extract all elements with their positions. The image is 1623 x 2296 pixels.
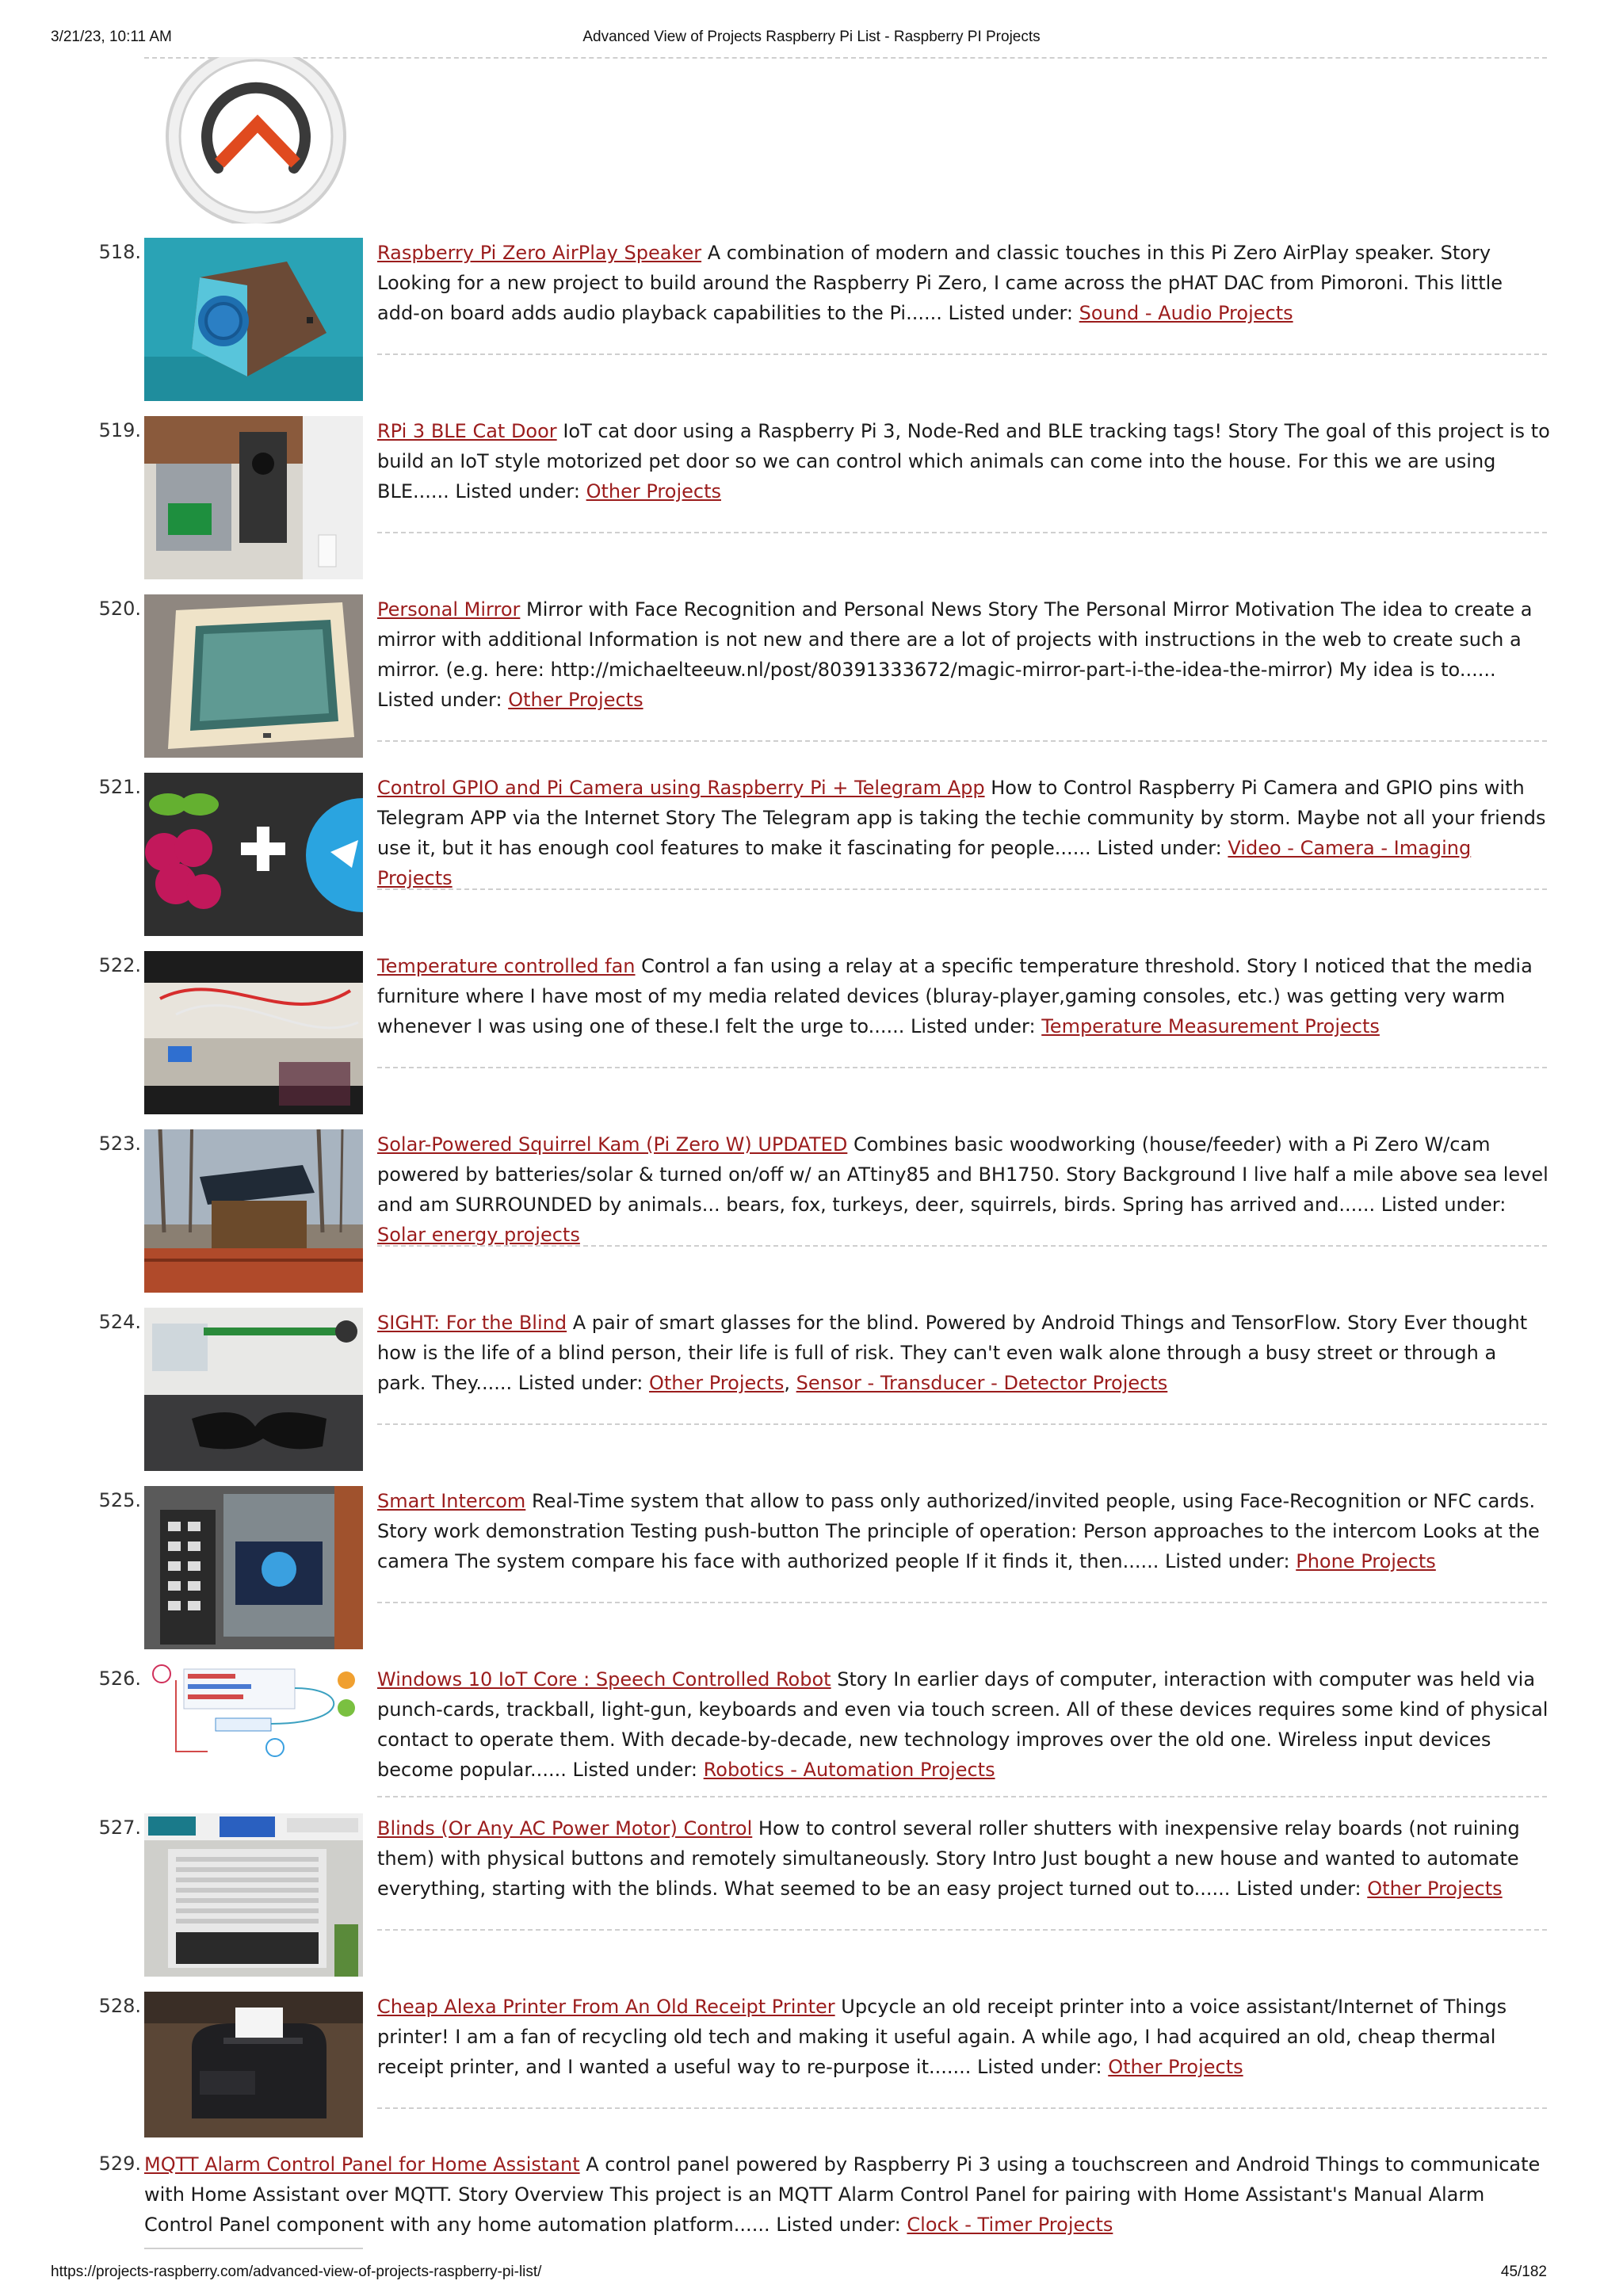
project-description: IoT cat door using a Raspberry Pi 3, Node-Red and BLE tracking tags! Story The goal of this project is to build an IoT style motorized pet door so we can control which animals can come into the house. For this we are using BLE...... (377, 420, 1550, 502)
listed-under-label: Listed under: (948, 302, 1074, 324)
item-text (377, 773, 1550, 893)
entry-divider (377, 532, 1547, 533)
project-thumbnail[interactable] (144, 1129, 363, 1293)
category-link[interactable]: Other Projects (508, 689, 643, 711)
item-number: 528. (98, 1995, 141, 2017)
category-link[interactable]: Solar energy projects (377, 1224, 580, 1246)
print-page-title: Advanced View of Projects Raspberry Pi List - Raspberry PI Projects (582, 29, 1041, 45)
project-link[interactable]: Control GPIO and Pi Camera using Raspberry Pi + Telegram App (377, 777, 985, 799)
item-number: 526. (98, 1668, 141, 1690)
project-description: Mirror with Face Recognition and Personal News Story The Personal Mirror Motivation The idea to create a mirror with additional Information is not new and there are a lot of projects with instructions in the web to create such a mirror. (e.g. here: http://michaelteeuw.nl/post/80391333672/magic-mirror-part-i-the-idea-the-mirror) My idea is to...... (377, 598, 1533, 681)
listed-under-label: Listed under: (1381, 1194, 1507, 1216)
page-number: 45/182 (1500, 2264, 1547, 2280)
item-text (144, 2149, 1547, 2240)
category-link[interactable]: Sensor - Transducer - Detector Projects (796, 1372, 1168, 1394)
project-thumbnail[interactable] (144, 1308, 363, 1471)
project-link[interactable]: Cheap Alexa Printer From An Old Receipt Printer (377, 1996, 835, 2018)
listed-under-label: Listed under: (1097, 837, 1222, 859)
project-description: How to Control Raspberry Pi Camera and GPIO pins with Telegram APP via the Internet Story The Telegram app is taking the techie community by storm. Maybe not all your friends use it, but it has enough cool features to make it fascinating for people...... (377, 777, 1546, 859)
project-thumbnail[interactable] (144, 773, 363, 936)
listed-under-label: Listed under: (517, 1372, 643, 1394)
entry-divider (377, 1245, 1547, 1247)
project-link[interactable]: Solar-Powered Squirrel Kam (Pi Zero W) UPDATED (377, 1133, 848, 1156)
entry-divider (377, 740, 1547, 742)
category-link[interactable]: Other Projects (1108, 2056, 1243, 2078)
entry-divider (377, 2107, 1547, 2109)
item-text (377, 238, 1550, 328)
print-url: https://projects-raspberry.com/advanced-view-of-projects-raspberry-pi-list/ (51, 2264, 542, 2280)
project-link[interactable]: RPi 3 BLE Cat Door (377, 420, 557, 442)
category-link[interactable]: Clock - Timer Projects (907, 2214, 1113, 2236)
item-number: 527. (98, 1817, 141, 1839)
entry-divider (377, 1929, 1547, 1931)
project-thumbnail[interactable] (144, 594, 363, 758)
listed-under-label: Listed under: (377, 689, 502, 711)
project-description: A control panel powered by Raspberry Pi 3 using a touchscreen and Android Things to communicate with Home Assistant over MQTT. Story Overview This project is an MQTT Alarm Control Panel for pairing with Home Assistant's Manual Alarm Control Panel component with any home automation platform...... (144, 2153, 1541, 2236)
project-thumbnail[interactable] (144, 1486, 363, 1649)
item-number: 520. (98, 598, 141, 620)
project-link[interactable]: Personal Mirror (377, 598, 521, 621)
item-number: 518. (98, 241, 141, 263)
project-thumbnail[interactable] (144, 1992, 363, 2137)
project-link[interactable]: MQTT Alarm Control Panel for Home Assistant (144, 2153, 580, 2176)
item-text: SIGHT: For the Blind A pair of smart glasses for the blind. Powered by Android Things and TensorFlow. Story Ever thought how is the life of a blind person, their life is full of risk. They can't even walk alone through a busy street or through a park. They...... Listed under: Other Projects, Sensor - Transducer - Detector Projects (377, 1312, 1528, 1394)
item-number: 521. (98, 776, 141, 798)
item-text (377, 1992, 1550, 2082)
listed-under-label: Listed under: (977, 2056, 1102, 2078)
listed-under-label: Listed under: (776, 2214, 901, 2236)
entry-divider (377, 1796, 1547, 1797)
entry-divider (377, 888, 1547, 890)
category-link[interactable]: Temperature Measurement Projects (1041, 1015, 1380, 1037)
item-text (377, 1664, 1550, 1785)
item-number: 525. (98, 1489, 141, 1511)
item-text (377, 1813, 1550, 1904)
project-description: Story In earlier days of computer, interaction with computer was held via punch-cards, trackball, light-gun, keyboards and even via touch screen. All of these devices requires some kind of physical contact to operate them. With decade-by-decade, new technology improves over the old one. Wireless input devices become popular...... (377, 1668, 1549, 1781)
project-description: Control a fan using a relay at a specific temperature threshold. Story I noticed that the media furniture where I have most of my media related devices (bluray-player,gaming consoles, etc.) was getting very warm whenever I was using one of these.I felt the urge to...... (377, 955, 1533, 1037)
item-text (377, 951, 1550, 1041)
project-link[interactable]: Blinds (Or Any AC Power Motor) Control (377, 1817, 753, 1839)
listed-under-label: Listed under: (1165, 1550, 1290, 1572)
entry-divider (377, 353, 1547, 355)
bottom-divider (144, 2248, 363, 2249)
item-number: 519. (98, 419, 141, 441)
item-number: 523. (98, 1133, 141, 1155)
category-link[interactable]: Robotics - Automation Projects (703, 1759, 995, 1781)
item-text (377, 1129, 1550, 1250)
entry-divider (377, 1602, 1547, 1603)
project-link[interactable]: Smart Intercom (377, 1490, 526, 1512)
project-link[interactable]: Temperature controlled fan (377, 955, 636, 977)
print-date: 3/21/23, 10:11 AM (51, 29, 172, 45)
item-text (377, 594, 1550, 715)
project-description: A combination of modern and classic touches in this Pi Zero AirPlay speaker. Story Looking for a new project to build around the Raspberry Pi Zero, I came across the pHAT DAC from Pimoroni. This little add-on board adds audio playback capabilities to the Pi...... (377, 242, 1503, 324)
project-link[interactable]: Raspberry Pi Zero AirPlay Speaker (377, 242, 702, 264)
category-link[interactable]: Other Projects (648, 1372, 785, 1394)
project-thumbnail[interactable] (144, 1813, 363, 1977)
listed-under-label: Listed under: (1236, 1878, 1361, 1900)
listed-under-label: Listed under: (911, 1015, 1036, 1037)
project-thumbnail[interactable] (144, 951, 363, 1114)
project-link[interactable]: SIGHT: For the Blind (377, 1312, 567, 1334)
listed-under-label: Listed under: (572, 1759, 698, 1781)
project-description: How to control several roller shutters with inexpensive relay boards (not ruining them) with physical buttons and remotely simultaneously. Story Intro Just bought a new house and wanted to automate everything, starting with the blinds. What seemed to be an easy project turned out to...... (377, 1817, 1520, 1900)
project-description: Real-Time system that allow to pass only authorized/invited people, using Face-Recognition or NFC cards. Story work demonstration Testing push-button The principle of operation: Person approaches to the intercom Looks at the camera The system compare his face with authorized people If it finds it, then...... (377, 1490, 1540, 1572)
item-number: 529. (98, 2153, 141, 2175)
category-link[interactable]: Phone Projects (1296, 1550, 1436, 1572)
project-thumbnail[interactable] (144, 238, 363, 401)
listed-under-label: Listed under: (455, 480, 580, 502)
project-thumbnail[interactable] (144, 416, 363, 579)
top-divider (144, 57, 1547, 59)
entry-divider (377, 1423, 1547, 1425)
project-description: Combines basic woodworking (house/feeder) with a Pi Zero W/cam powered by batteries/solar & turned on/off w/ an ATtiny85 and BH1750. Story Background I live half a mile above sea level and am SURROUNDED by animals... bears, fox, turkeys, deer, squirrels, birds. Spring has arrived and...... (377, 1133, 1549, 1216)
project-description: A pair of smart glasses for the blind. Powered by Android Things and TensorFlow. Story Ever thought how is the life of a blind person, their life is full of risk. They can't even walk alone through a busy street or through a park. They...... (377, 1312, 1528, 1394)
item-number: 524. (98, 1311, 141, 1333)
project-description: Upcycle an old receipt printer into a voice assistant/Internet of Things printer! I am a fan of recycling old tech and making it useful again. A while ago, I had acquired an old, cheap thermal receipt printer, and I wanted a useful way to re-purpose it....... (377, 1996, 1507, 2078)
entry-divider (377, 1067, 1547, 1068)
item-text (377, 416, 1550, 506)
category-link[interactable]: Other Projects (1367, 1878, 1503, 1900)
project-thumbnail[interactable] (144, 1664, 363, 1767)
item-text (377, 1486, 1550, 1576)
project-link[interactable]: Windows 10 IoT Core : Speech Controlled Robot (377, 1668, 831, 1690)
item-number: 522. (98, 954, 141, 976)
site-logo-image (162, 57, 353, 223)
category-link[interactable]: Video - Camera - Imaging Projects (377, 837, 1472, 889)
category-link[interactable]: Sound - Audio Projects (1079, 302, 1293, 324)
category-link[interactable]: Other Projects (586, 480, 721, 502)
